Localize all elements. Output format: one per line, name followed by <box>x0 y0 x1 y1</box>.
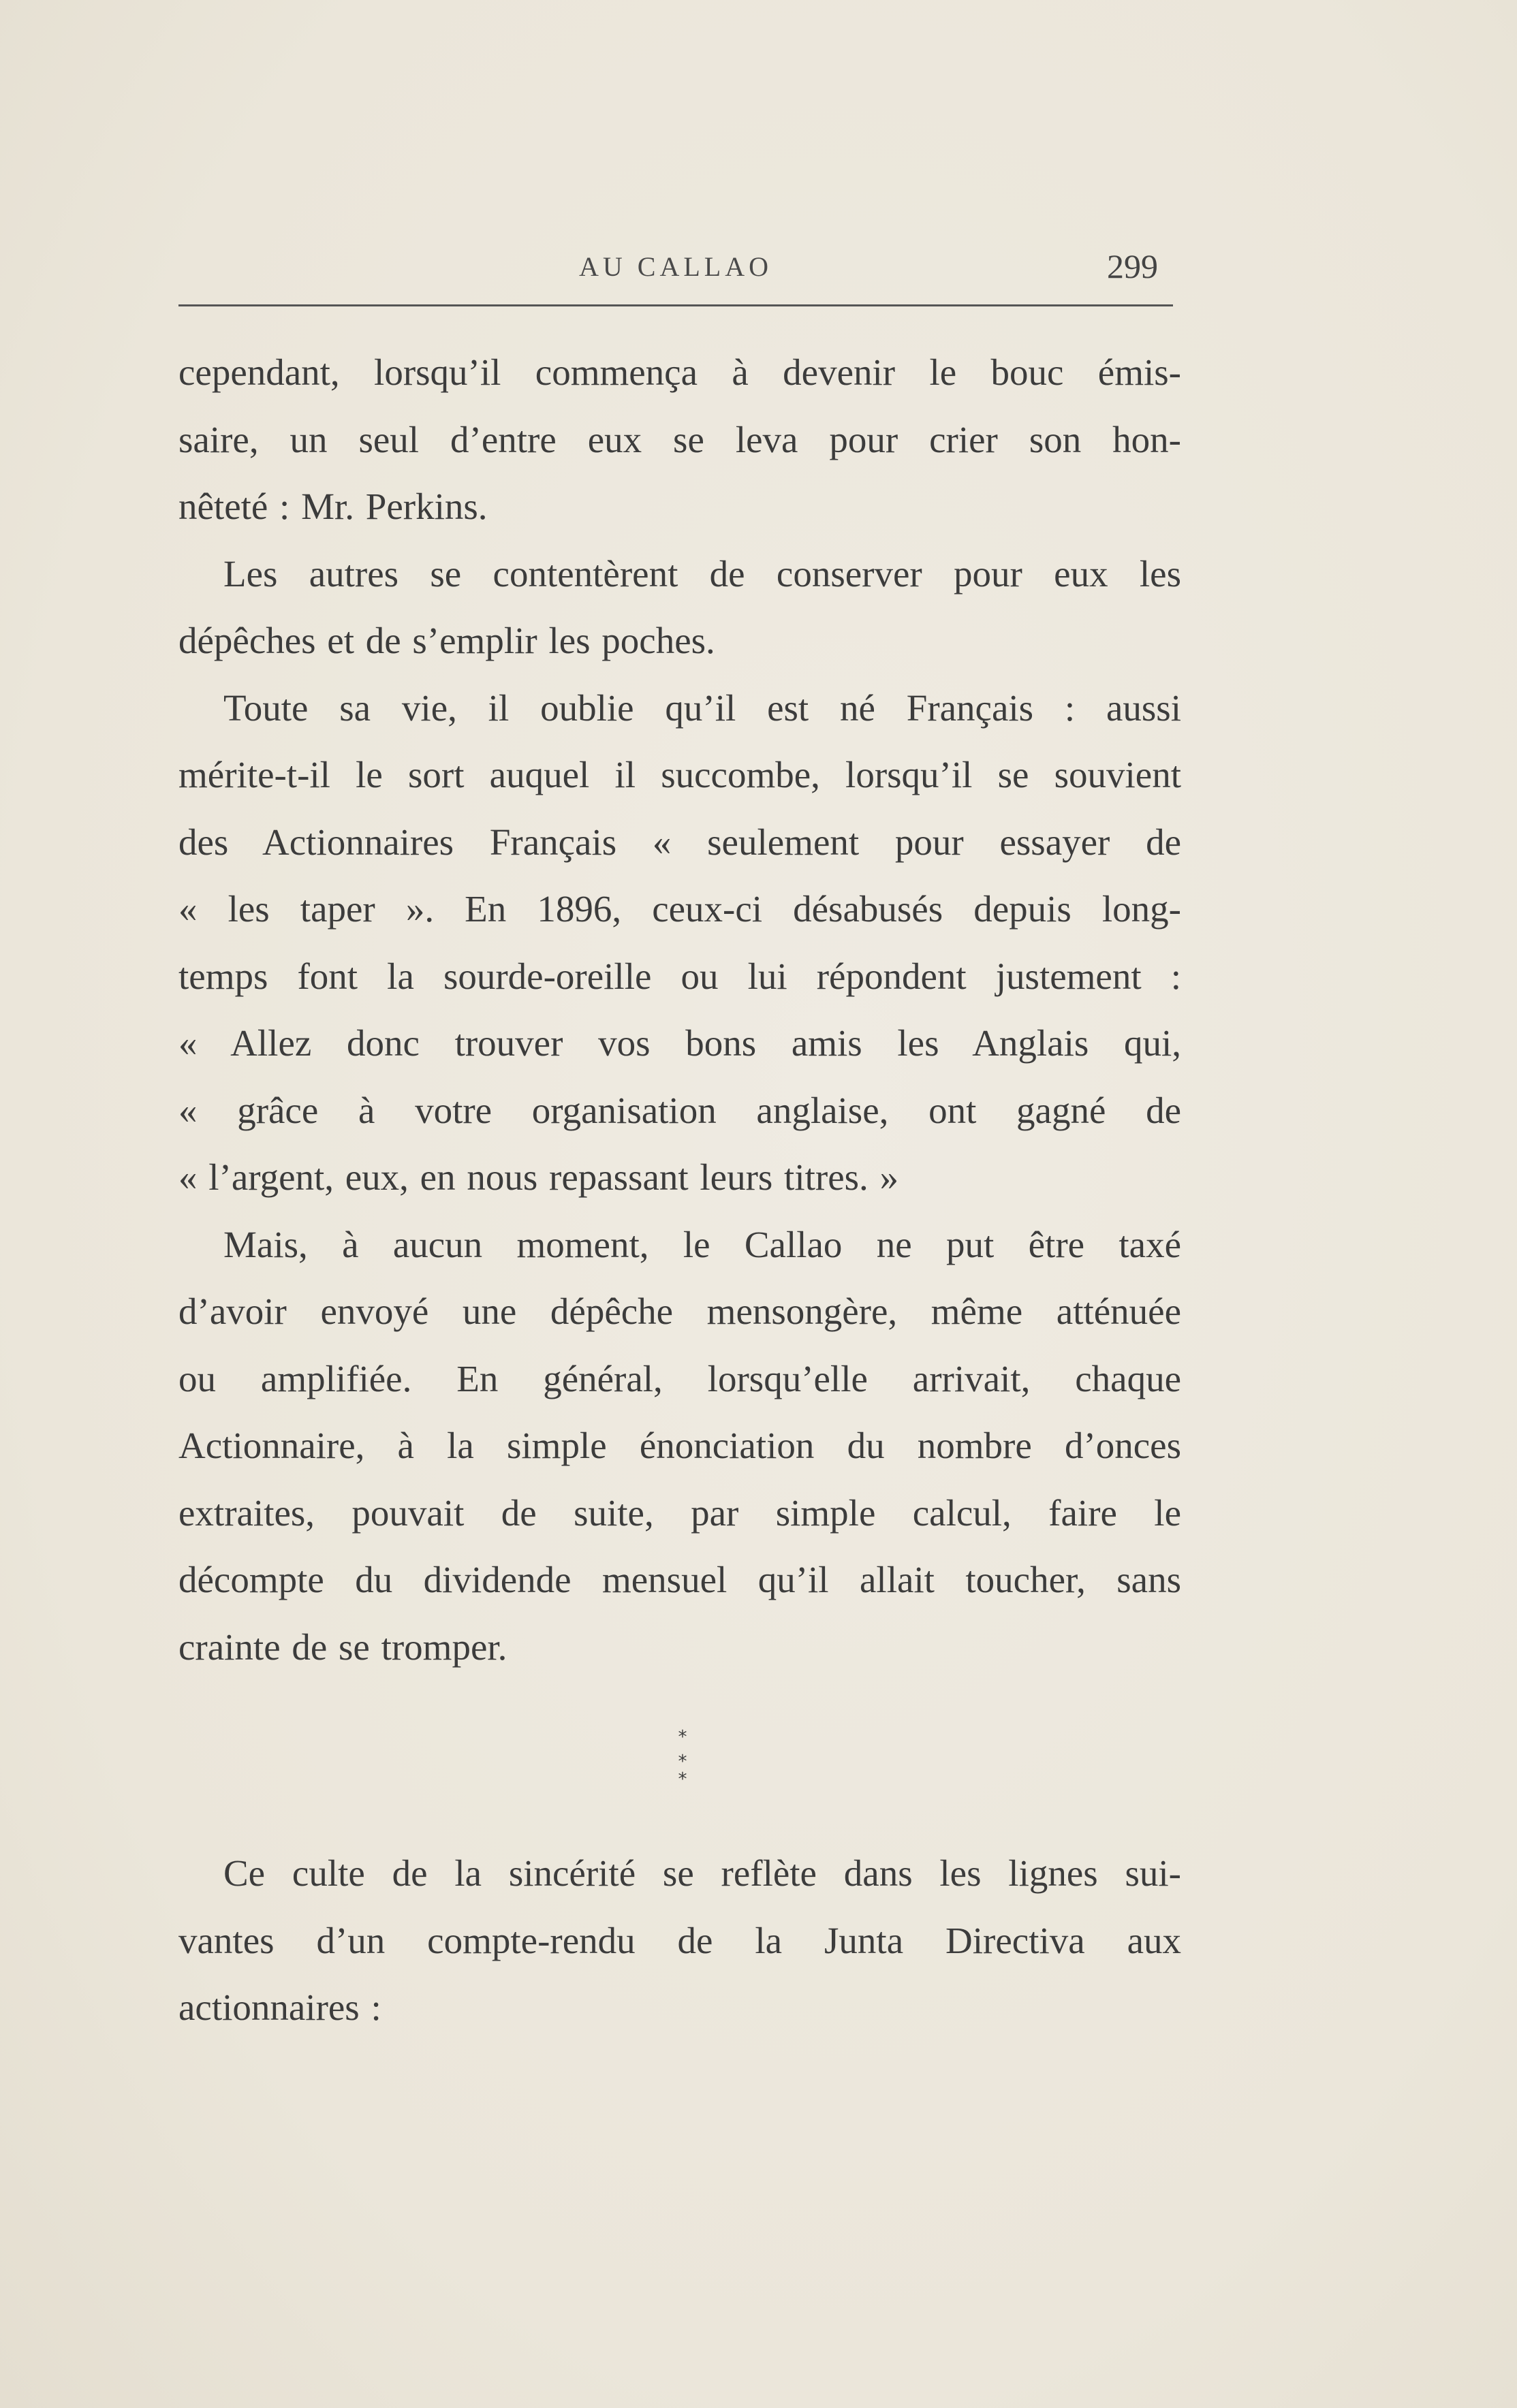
text-line: des Actionnaires Français « seulement pour essayer de <box>178 821 1181 863</box>
text-line: dépêches et de s’emplir les poches. <box>178 620 715 661</box>
asterism-bottom: * * <box>678 1752 695 1790</box>
running-title: AU CALLAO <box>579 251 772 282</box>
running-head <box>178 247 1173 291</box>
text-line: ou amplifiée. En général, lorsqu’elle arrivait, chaque <box>178 1357 1181 1399</box>
text-line: vantes d’un compte-rendu de la Junta Directiva aux <box>178 1919 1181 1961</box>
text-line: actionnaires : <box>178 1986 381 2028</box>
text-line: « grâce à votre organisation anglaise, ont gagné de <box>178 1089 1181 1131</box>
header-rule <box>178 304 1173 306</box>
text-line: décompte du dividende mensuel qu’il allait toucher, sans <box>178 1559 1181 1600</box>
text-line: d’avoir envoyé une dépêche mensongère, même atténuée <box>178 1290 1181 1332</box>
page-number: 299 <box>1107 247 1158 285</box>
text-line: crainte de se tromper. <box>178 1626 507 1668</box>
text-line: Toute sa vie, il oublie qu’il est né Français : aussi <box>223 686 1181 729</box>
asterism <box>655 1728 710 1788</box>
asterism-top: * <box>678 1727 687 1747</box>
text-line: Les autres se contentèrent de conserver pour eux les <box>223 552 1181 595</box>
text-line: cependant, lorsqu’il commença à devenir le bouc émis- <box>178 351 1181 393</box>
text-line: saire, un seul d’entre eux se leva pour crier son hon- <box>178 418 1181 460</box>
text-line: Ce culte de la sincérité se reflète dans les lignes sui- <box>223 1852 1181 1894</box>
text-line: Mais, à aucun moment, le Callao ne put être taxé <box>223 1223 1181 1265</box>
text-line: « l’argent, eux, en nous repassant leurs titres. » <box>178 1156 899 1198</box>
text-line: extraites, pouvait de suite, par simple calcul, faire le <box>178 1491 1181 1534</box>
text-line: Actionnaire, à la simple énonciation du nombre d’onces <box>178 1425 1181 1466</box>
text-line: mérite-t-il le sort auquel il succombe, lorsqu’il se souvient <box>178 754 1181 795</box>
text-line: temps font la sourde-oreille ou lui répondent justement : <box>178 955 1181 997</box>
text-line: nêteté : Mr. Perkins. <box>178 486 488 527</box>
text-line: « Allez donc trouver vos bons amis les Anglais qui, <box>178 1022 1181 1064</box>
closing-paragraph <box>178 1840 1181 2042</box>
text-line: « les taper ». En 1896, ceux-ci désabusés depuis long- <box>178 888 1181 930</box>
body-text <box>178 339 1181 1681</box>
